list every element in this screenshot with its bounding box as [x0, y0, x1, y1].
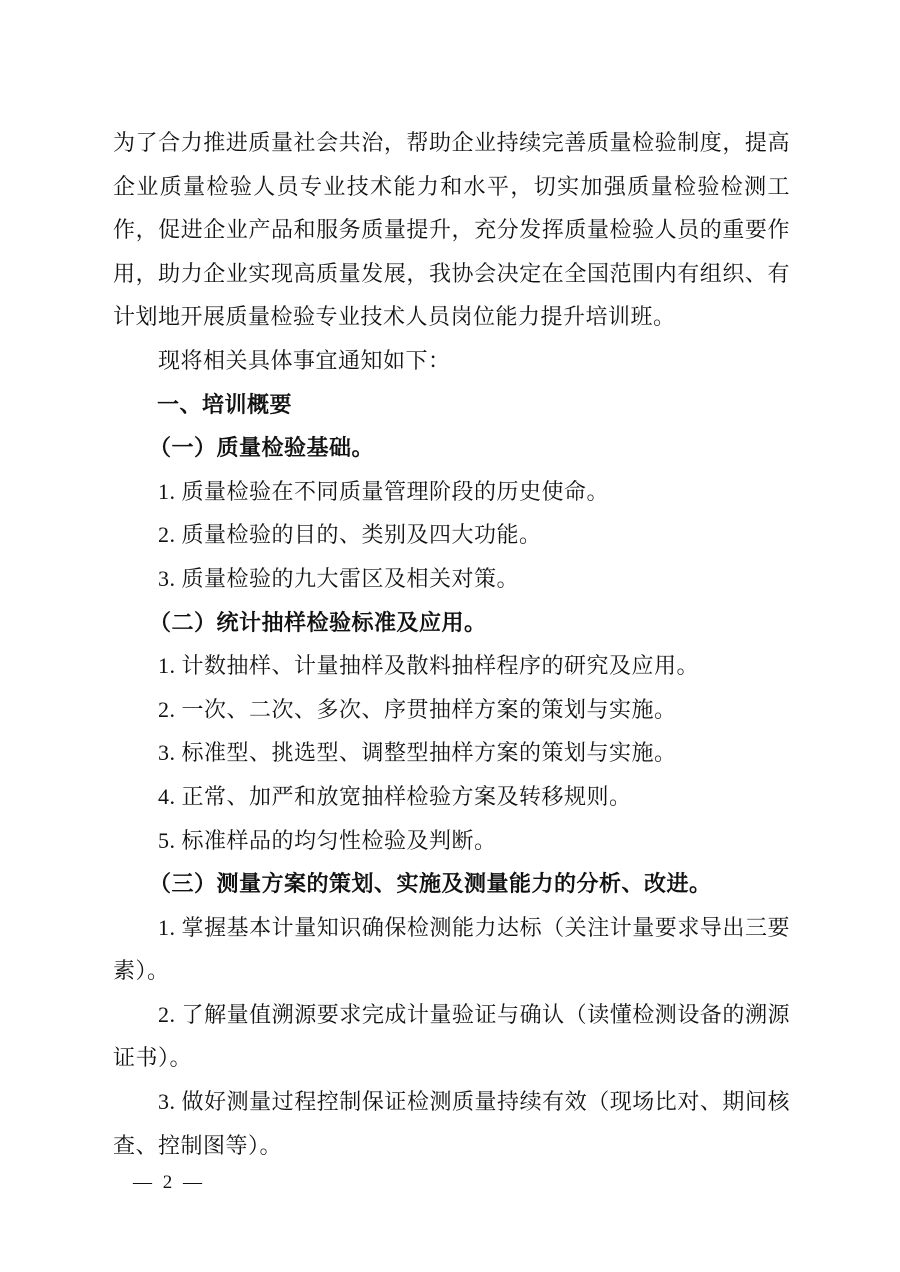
list-item: 1. 掌握基本计量知识确保检测能力达标（关注计量要求导出三要素）。 [113, 914, 790, 984]
list-item: 3. 做好测量过程控制保证检测质量持续有效（现场比对、期间核查、控制图等）。 [113, 1089, 790, 1158]
list-item: 2. 一次、二次、多次、序贯抽样方案的策划与实施。 [158, 696, 677, 722]
section-heading: （二）统计抽样检验标准及应用。 [149, 609, 487, 635]
section-heading: （一）质量检验基础。 [149, 435, 375, 461]
list-item: 4. 正常、加严和放宽抽样检验方案及转移规则。 [158, 783, 632, 809]
list-item: 2. 了解量值溯源要求完成计量验证与确认（读懂检测设备的溯源证书）。 [113, 1001, 790, 1071]
list-item: 3. 质量检验的九大雷区及相关对策。 [158, 565, 520, 591]
chapter-heading: 一、培训概要 [157, 391, 293, 417]
list-item: 2. 质量检验的目的、类别及四大功能。 [158, 522, 542, 548]
page-number: — 2 — [133, 1172, 205, 1193]
body-paragraph: 现将相关具体事宜通知如下： [158, 347, 451, 373]
document-body [113, 121, 790, 1167]
body-paragraph: 为了合力推进质量社会共治，帮助企业持续完善质量检验制度，提高企业质量检验人员专业技术能力和水平，切实加强质量检验检测工作，促进企业产品和服务质量提升，充分发挥质量检验人员的重要作用，助力企业实现高质量发展，我协会决定在全国范围内有组织、有计划地开展质量检验专业技术人员岗位能力提升培训班。 [113, 130, 790, 330]
section-heading: （三）测量方案的策划、实施及测量能力的分析、改进。 [149, 871, 712, 897]
list-item: 1. 计数抽样、计量抽样及散料抽样程序的研究及应用。 [158, 653, 700, 679]
list-item: 1. 质量检验在不同质量管理阶段的历史使命。 [158, 478, 610, 504]
list-item: 3. 标准型、挑选型、调整型抽样方案的策划与实施。 [158, 740, 677, 766]
list-item: 5. 标准样品的均匀性检验及判断。 [158, 827, 497, 853]
